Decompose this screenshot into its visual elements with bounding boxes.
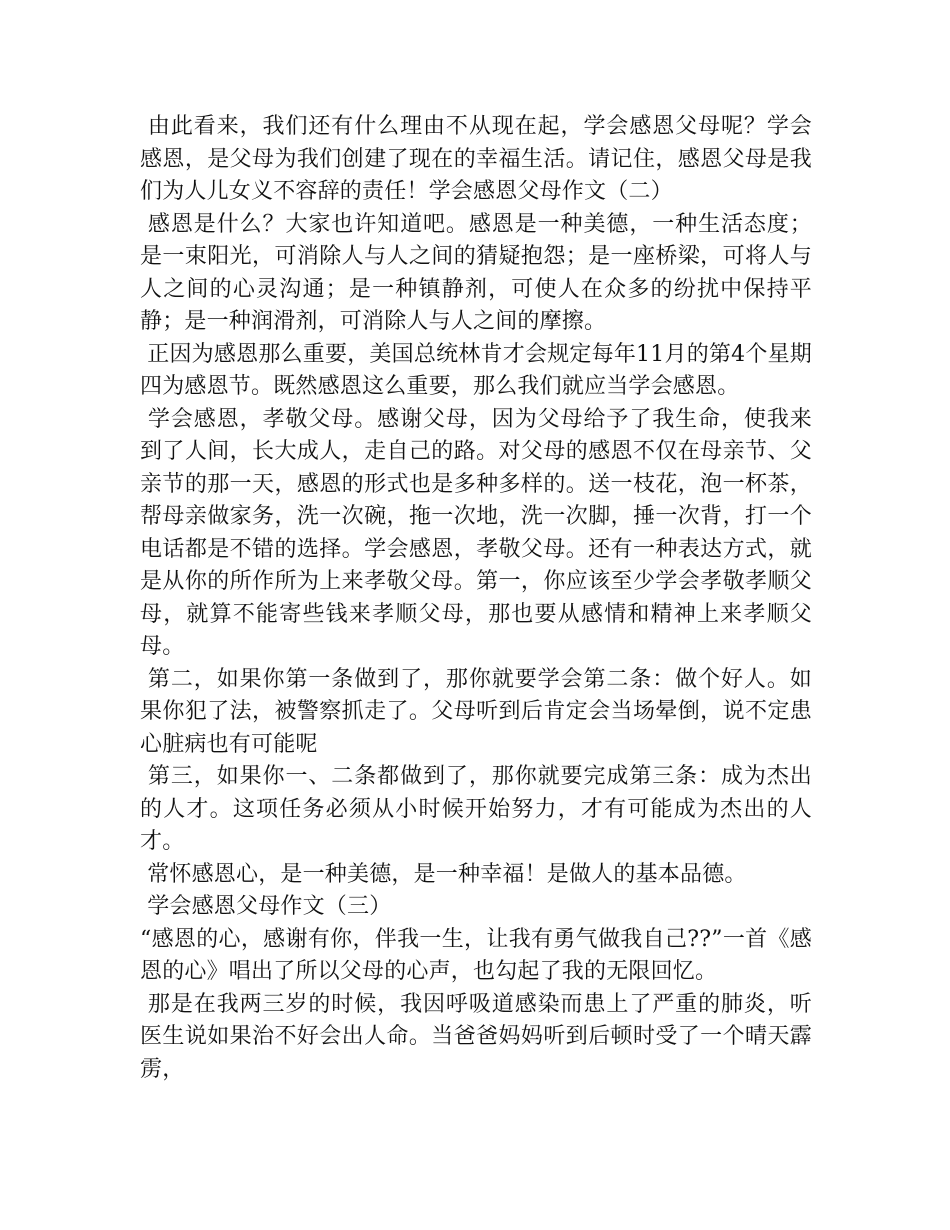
paragraph-10: 那是在我两三岁的时候，我因呼吸道感染而患上了严重的肺炎，听医生说如果治不好会出人命。当爸爸妈妈听到后顿时受了一个晴天霹雳， (140, 991, 812, 1082)
paragraph-7: 常怀感恩心，是一种美德，是一种幸福！是做人的基本品德。 (140, 861, 747, 887)
paragraph-4: 学会感恩，孝敬父母。感谢父母，因为父母给予了我生命，使我来到了人间，长大成人，走自己的路。对父母的感恩不仅在母亲节、父亲节的那一天，感恩的形式也是多种多样的。送一枝花，泡一杯茶，帮母亲做家务，洗一次碗，拖一次地，洗一次脚，捶一次背，打一个电话都是不错的选择。学会感恩，孝敬父母。还有一种表达方式，就是从你的所作所为上来孝敬父母。第一，你应该至少学会孝敬孝顺父母，就算不能寄些钱来孝顺父母，那也要从感情和精神上来孝顺父母。 (140, 406, 812, 659)
paragraph-9: “感恩的心，感谢有你，伴我一生，让我有勇气做我自己??”一首《感恩的心》唱出了所以父母的心声，也勾起了我的无限回忆。 (140, 926, 812, 984)
document-body (140, 111, 812, 1086)
section-heading-three: 学会感恩父母作文（三） (140, 894, 392, 919)
paragraph-2: 感恩是什么？大家也许知道吧。感恩是一种美德，一种生活态度；是一束阳光，可消除人与人之间的猜疑抱怨；是一座桥梁，可将人与人之间的心灵沟通；是一种镇静剂，可使人在众多的纷扰中保持平静；是一种润滑剂，可消除人与人之间的摩擦。 (140, 211, 812, 334)
paragraph-5: 第二，如果你第一条做到了，那你就要学会第二条：做个好人。如果你犯了法，被警察抓走了。父母听到后肯定会当场晕倒，说不定患心脏病也有可能呢 (140, 666, 812, 757)
paragraph-1: 由此看来，我们还有什么理由不从现在起，学会感恩父母呢？学会感恩，是父母为我们创建了现在的幸福生活。请记住，感恩父母是我们为人儿女义不容辞的责任！学会感恩父母作文（二） (140, 114, 812, 204)
paragraph-3: 正因为感恩那么重要，美国总统林肯才会规定每年11月的第4个星期四为感恩节。既然感恩这么重要，那么我们就应当学会感恩。 (140, 341, 812, 399)
paragraph-6: 第三，如果你一、二条都做到了，那你就要完成第三条：成为杰出的人才。这项任务必须从小时候开始努力，才有可能成为杰出的人才。 (140, 764, 812, 854)
